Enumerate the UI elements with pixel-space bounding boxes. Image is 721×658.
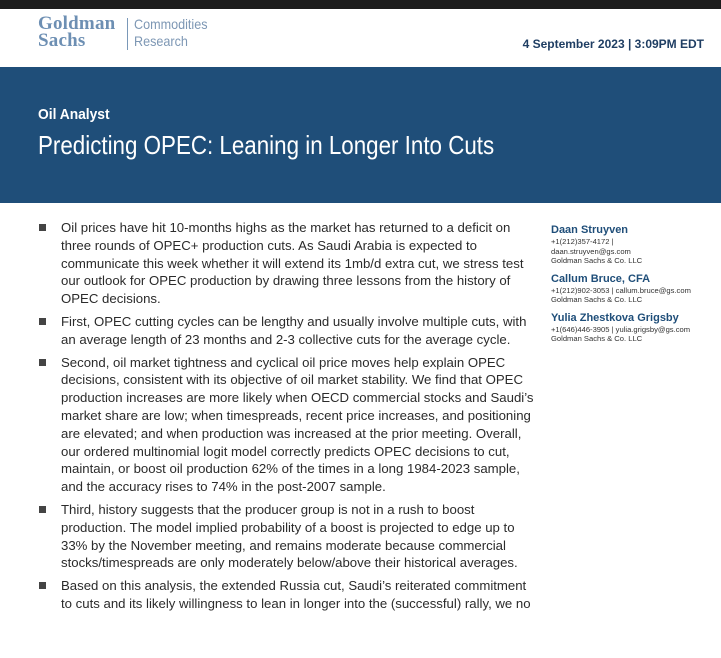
author-firm: Goldman Sachs & Co. LLC — [551, 256, 643, 265]
author-list — [551, 224, 711, 351]
author-name: Daan Struyven — [551, 224, 629, 236]
report-title: Predicting OPEC: Leaning in Longer Into Cuts — [38, 130, 495, 160]
bullet-text: First, OPEC cutting cycles can be lengthy and usually involve multiple cuts, with an average length of 23 months and 2-3 collective cuts for the average cycle. — [61, 313, 527, 347]
bullet-text: Third, history suggests that the producer group is not in a rush to boost production. The model implied probability of a boost is projected to edge up to 33% by the November meeting, and remains moderate because commercial stocks/timespreads are only moderately below/above their historical averages. — [61, 501, 518, 571]
logo-line-1: Goldman — [38, 13, 116, 34]
division-line-1: Commodities — [134, 16, 208, 32]
bullet-square-icon — [39, 506, 46, 513]
bullet-text: Second, oil market tightness and cyclical oil price moves help explain OPEC decisions, consistent with its objective of oil market stability. We find that OPEC production increases are more likely when OECD commercial stocks and Saudi’s market share are low; when timespreads, recent price increases, and positioning are elevated; and when production was increased at the prior meeting. Overall, our ordered multinomial logit model correctly predicts OPEC decisions to cut, maintain, or boost oil production 62% of the times in a long 1984-2023 sample, and the accuracy rises to 74% in the post-2007 sample. — [61, 354, 534, 495]
summary-bullets — [37, 219, 537, 618]
author-email[interactable]: daan.struyven@gs.com — [551, 246, 631, 256]
author-firm: Goldman Sachs & Co. LLC — [551, 295, 643, 304]
bullet-item — [37, 219, 537, 308]
bullet-square-icon — [39, 359, 46, 366]
bullet-text: Oil prices have hit 10-months highs as the market has returned to a deficit on three rounds of OPEC+ production cuts. As Saudi Arabia is expected to communicate this week whether it will extend its 1mb/d extra cut, we stress test our outlook for OPEC production by drawing three lessons from the history of OPEC decisions. — [61, 220, 524, 307]
author-firm: Goldman Sachs & Co. LLC — [551, 334, 643, 343]
goldman-sachs-logo — [38, 13, 208, 51]
bullet-text: Based on this analysis, the extended Russia cut, Saudi’s reiterated commitment to cuts and its likely willingness to lean in longer into the (successful) rally, we no — [61, 578, 531, 611]
logo-wordmark — [38, 15, 115, 49]
logo-line-2: Sachs — [38, 30, 86, 51]
bullet-item — [37, 313, 537, 349]
author-name: Callum Bruce, CFA — [551, 272, 651, 285]
author-card — [551, 224, 711, 266]
author-contact[interactable]: +1(646)446-3905 | yulia.grigsby@gs.com — [551, 324, 691, 334]
publication-date: 4 September 2023 | 3:09PM EDT — [522, 37, 704, 51]
author-card — [551, 312, 711, 344]
author-name: Yulia Zhestkova Grigsby — [551, 311, 679, 324]
author-card — [551, 273, 711, 305]
bullet-square-icon — [39, 224, 46, 231]
bullet-item — [37, 577, 537, 613]
author-contact[interactable]: +1(212)902-3053 | callum.bruce@gs.com — [551, 285, 691, 295]
division-line-2: Research — [134, 33, 188, 49]
series-name: Oil Analyst — [38, 106, 110, 123]
division-name — [134, 16, 208, 50]
bullet-item — [37, 354, 537, 496]
bullet-square-icon — [39, 582, 46, 589]
top-bar — [0, 0, 721, 9]
author-phone: +1(212)357-4172 | — [551, 237, 614, 246]
bullet-item — [37, 501, 537, 572]
bullet-square-icon — [39, 318, 46, 325]
logo-divider — [127, 18, 128, 50]
